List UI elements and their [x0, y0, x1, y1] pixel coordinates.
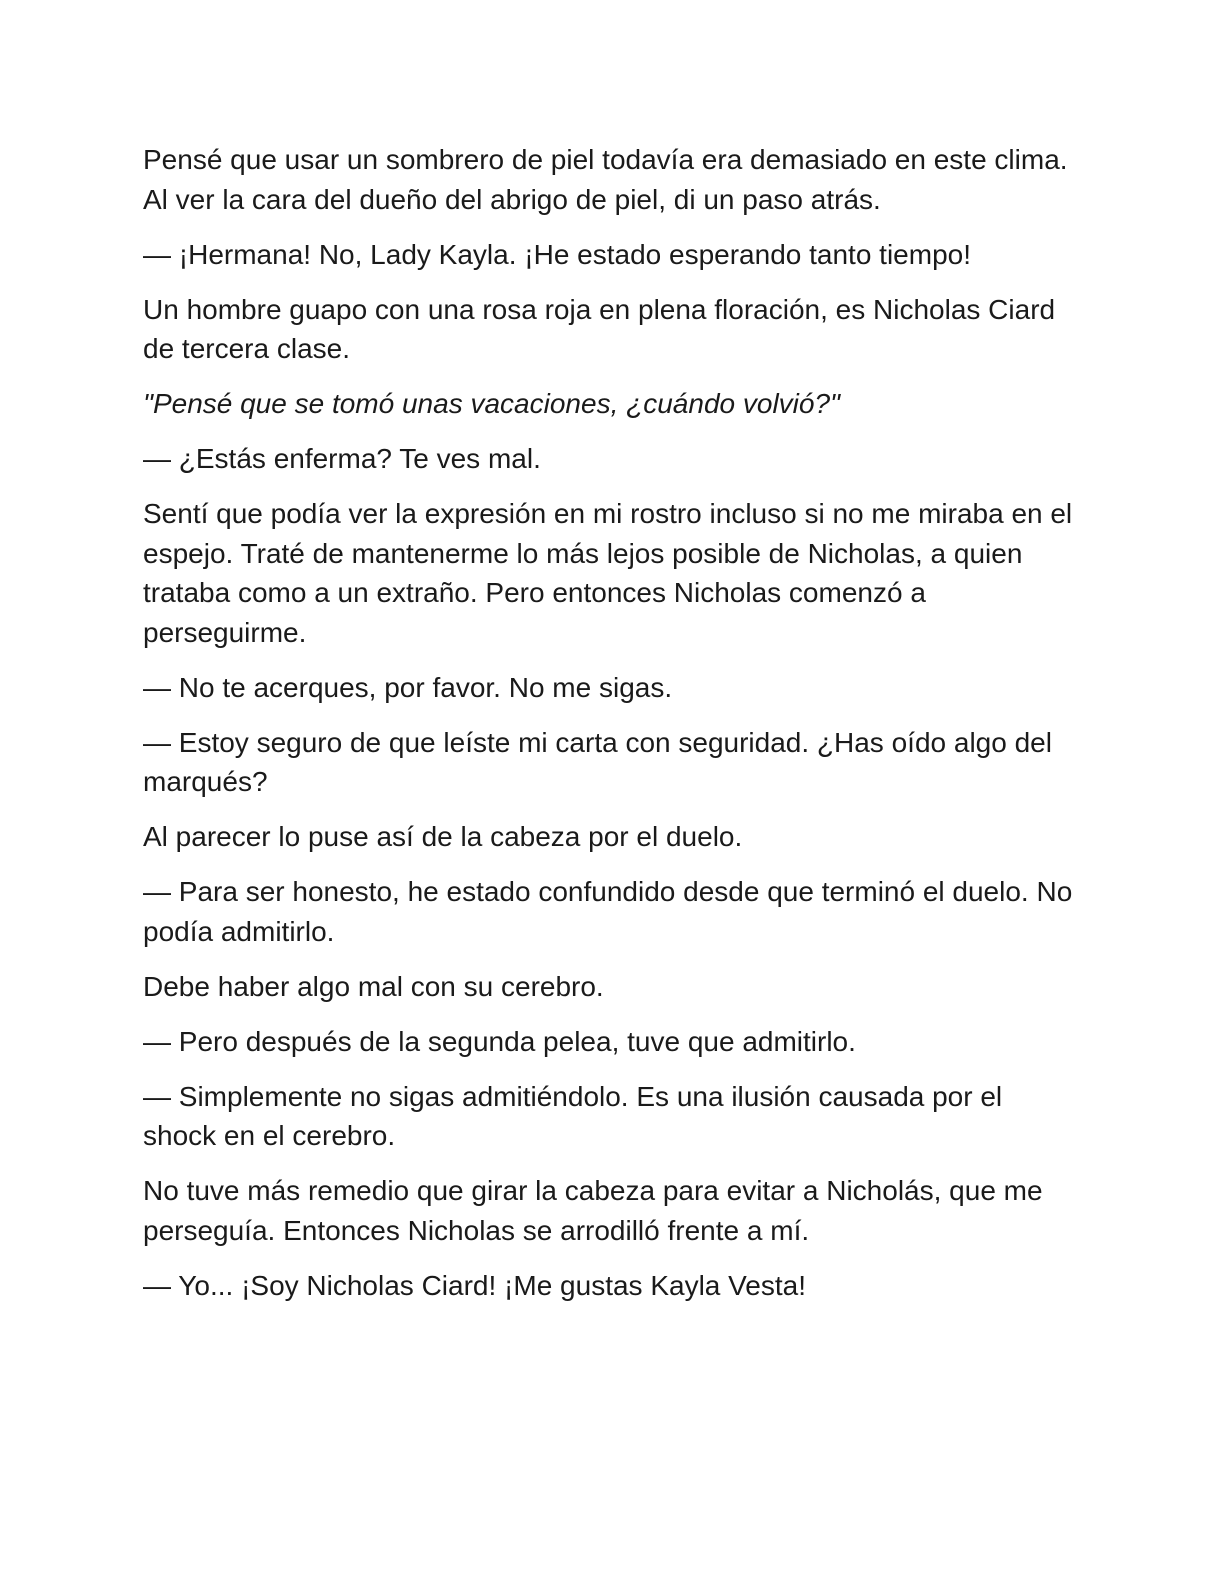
- paragraph: Sentí que podía ver la expresión en mi rostro incluso si no me miraba en el espejo. Traté de mantenerme lo más lejos posible de Nicholas, a quien trataba como a un extraño. Pero entonces Nicholas comenzó a perseguirme.: [143, 498, 1073, 648]
- document-body: [143, 140, 1078, 1321]
- paragraph: No tuve más remedio que girar la cabeza para evitar a Nicholás, que me perseguía. Entonces Nicholas se arrodilló frente a mí.: [143, 1175, 1043, 1246]
- dialogue-line: — Yo... ¡Soy Nicholas Ciard! ¡Me gustas Kayla Vesta!: [143, 1269, 806, 1301]
- dialogue-line: — ¡Hermana! No, Lady Kayla. ¡He estado esperando tanto tiempo!: [143, 238, 971, 270]
- paragraph: Al parecer lo puse así de la cabeza por el duelo.: [143, 821, 743, 852]
- paragraph: Pensé que usar un sombrero de piel todavía era demasiado en este clima. Al ver la cara del dueño del abrigo de piel, di un paso atrás.: [143, 144, 1068, 215]
- paragraph: Un hombre guapo con una rosa roja en plena floración, es Nicholas Ciard de tercera clase.: [143, 293, 1056, 364]
- dialogue-line: — Simplemente no sigas admitiéndolo. Es una ilusión causada por el shock en el cerebro.: [143, 1080, 1003, 1151]
- dialogue-line: — No te acerques, por favor. No me sigas.: [143, 671, 673, 703]
- dialogue-line: — Estoy seguro de que leíste mi carta con seguridad. ¿Has oído algo del marqués?: [143, 726, 1052, 797]
- dialogue-line: — ¿Estás enferma? Te ves mal.: [143, 443, 541, 474]
- inner-thought: "Pensé que se tomó unas vacaciones, ¿cuándo volvió?": [143, 388, 840, 419]
- dialogue-line: — Pero después de la segunda pelea, tuve que admitirlo.: [143, 1025, 856, 1057]
- paragraph: Debe haber algo mal con su cerebro.: [143, 970, 604, 1002]
- dialogue-line: — Para ser honesto, he estado confundido desde que terminó el duelo. No podía admitirlo.: [143, 876, 1073, 947]
